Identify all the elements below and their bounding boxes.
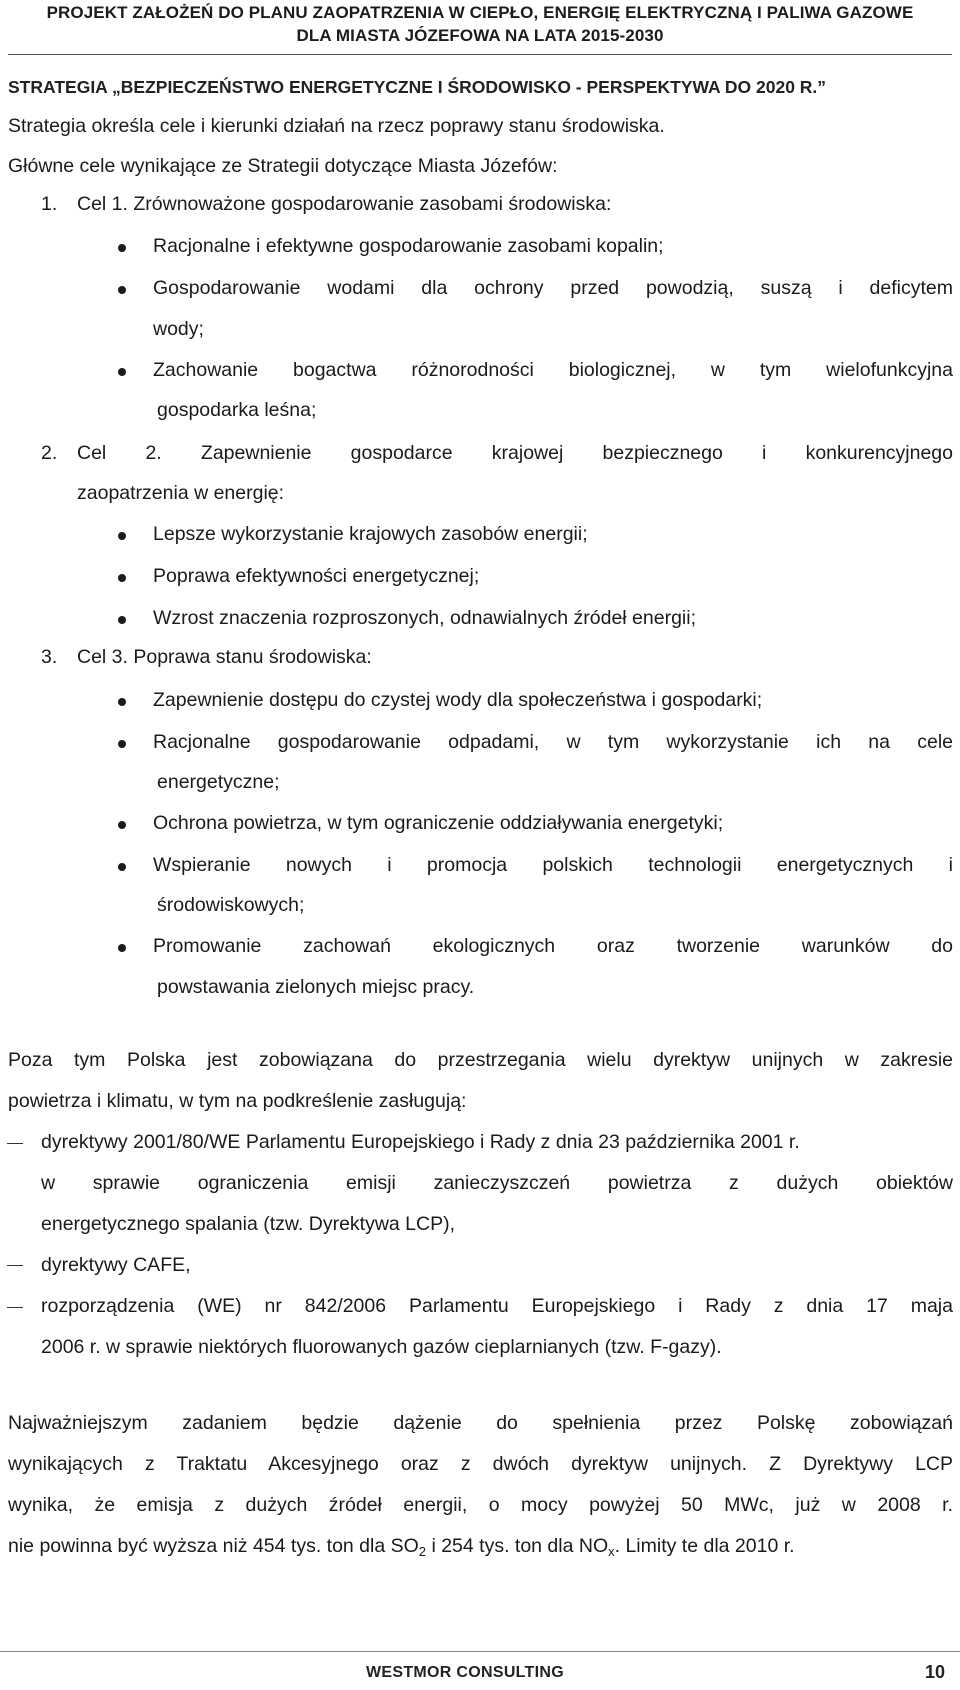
bullet-icon bbox=[118, 244, 126, 252]
directive-1-cont-1: w sprawie ograniczenia emisji zanieczyszczeń powietrza z dużych obiektów bbox=[41, 1172, 953, 1194]
goal-3-item-2: Racjonalne gospodarowanie odpadami, w tym wykorzystanie ich na cele bbox=[153, 731, 953, 753]
para-2-line-4-part-b: i 254 tys. ton dla NO bbox=[426, 1535, 609, 1557]
para-2-line-2: wynikających z Traktatu Akcesyjnego oraz z dwóch dyrektyw unijnych. Z Dyrektywy LCP bbox=[8, 1453, 953, 1475]
goal-3-item-5-cont: powstawania zielonych miejsc pracy. bbox=[157, 976, 475, 998]
goal-2-title-cont: zaopatrzenia w energię: bbox=[77, 482, 285, 504]
directive-1-cont-2: energetycznego spalania (tzw. Dyrektywa LCP), bbox=[41, 1213, 456, 1235]
goal-3-title: Cel 3. Poprawa stanu środowiska: bbox=[77, 646, 372, 668]
goal-1-item-1: Racjonalne i efektywne gospodarowanie zasobami kopalin; bbox=[153, 235, 664, 257]
directive-3-cont: 2006 r. w sprawie niektórych fluorowanych gazów cieplarnianych (tzw. F-gazy). bbox=[41, 1336, 722, 1358]
bullet-icon bbox=[118, 368, 126, 376]
goal-1-item-3-cont: gospodarka leśna; bbox=[157, 399, 317, 421]
header-title-line1: PROJEKT ZAŁOŻEŃ DO PLANU ZAOPATRZENIA W CIEPŁO, ENERGIĘ ELEKTRYCZNĄ I PALIWA GAZOWE bbox=[46, 3, 914, 22]
dash-icon bbox=[7, 1265, 23, 1266]
goal-2-item-3: Wzrost znaczenia rozproszonych, odnawialnych źródeł energii; bbox=[153, 607, 697, 629]
directive-1: dyrektywy 2001/80/WE Parlamentu Europejskiego i Rady z dnia 23 października 2001 r. bbox=[41, 1131, 800, 1153]
bullet-icon bbox=[118, 944, 126, 952]
footer-company: WESTMOR CONSULTING bbox=[366, 1664, 564, 1681]
goal-1-title: Cel 1. Zrównoważone gospodarowanie zasobami środowiska: bbox=[77, 193, 612, 215]
intro-line-2: Główne cele wynikające ze Strategii dotyczące Miasta Józefów: bbox=[8, 155, 558, 177]
bullet-icon bbox=[118, 740, 126, 748]
goal-3-item-4-cont: środowiskowych; bbox=[157, 894, 305, 916]
directive-2: dyrektywy CAFE, bbox=[41, 1254, 191, 1276]
header-title-line2: DLA MIASTA JÓZEFOWA NA LATA 2015-2030 bbox=[296, 26, 664, 45]
goal-2-title: Cel 2. Zapewnienie gospodarce krajowej bezpiecznego i konkurencyjnego bbox=[77, 442, 953, 464]
para-1-line-1: Poza tym Polska jest zobowiązana do przestrzegania wielu dyrektyw unijnych w zakresie bbox=[8, 1049, 953, 1071]
header-divider bbox=[8, 54, 952, 55]
goal-2-number: 2. bbox=[41, 442, 58, 464]
goal-3-item-4: Wspieranie nowych i promocja polskich technologii energetycznych i bbox=[153, 854, 953, 876]
goal-1-item-2-cont: wody; bbox=[153, 318, 204, 340]
goal-3-item-5: Promowanie zachowań ekologicznych oraz tworzenie warunków do bbox=[153, 935, 953, 957]
directive-3: rozporządzenia (WE) nr 842/2006 Parlamentu Europejskiego i Rady z dnia 17 maja bbox=[41, 1295, 953, 1317]
para-1-line-2: powietrza i klimatu, w tym na podkreślenie zasługują: bbox=[8, 1090, 467, 1112]
footer-divider bbox=[0, 1651, 960, 1652]
dash-icon bbox=[7, 1143, 23, 1144]
goal-3-item-2-cont: energetyczne; bbox=[157, 771, 280, 793]
goal-1-item-3: Zachowanie bogactwa różnorodności biologicznej, w tym wielofunkcyjna bbox=[153, 359, 953, 381]
bullet-icon bbox=[118, 286, 126, 294]
so2-subscript: 2 bbox=[418, 1544, 427, 1559]
bullet-icon bbox=[118, 574, 126, 582]
dash-icon bbox=[7, 1307, 23, 1308]
goal-3-item-1: Zapewnienie dostępu do czystej wody dla społeczeństwa i gospodarki; bbox=[153, 689, 763, 711]
goal-2-item-2: Poprawa efektywności energetycznej; bbox=[153, 565, 480, 587]
goal-3-number: 3. bbox=[41, 646, 58, 668]
goal-1-number: 1. bbox=[41, 193, 58, 215]
goal-2-item-1: Lepsze wykorzystanie krajowych zasobów energii; bbox=[153, 523, 588, 545]
bullet-icon bbox=[118, 863, 126, 871]
bullet-icon bbox=[118, 698, 126, 706]
para-2-line-1: Najważniejszym zadaniem będzie dążenie do spełnienia przez Polskę zobowiązań bbox=[8, 1412, 953, 1434]
page-number: 10 bbox=[925, 1662, 946, 1682]
bullet-icon bbox=[118, 616, 126, 624]
para-2-line-3: wynika, że emisja z dużych źródeł energii, o mocy powyżej 50 MWc, już w 2008 r. bbox=[8, 1494, 953, 1516]
para-2-line-4-part-a: nie powinna być wyższa niż 454 tys. ton dla SO bbox=[8, 1535, 419, 1557]
goal-3-item-3: Ochrona powietrza, w tym ograniczenie oddziaływania energetyki; bbox=[153, 812, 724, 834]
goal-1-item-2: Gospodarowanie wodami dla ochrony przed powodzią, suszą i deficytem bbox=[153, 277, 953, 299]
bullet-icon bbox=[118, 532, 126, 540]
para-2-line-4-part-c: . Limity te dla 2010 r. bbox=[614, 1535, 795, 1557]
section-title: STRATEGIA „BEZPIECZEŃSTWO ENERGETYCZNE I ŚRODOWISKO - PERSPEKTYWA DO 2020 R.” bbox=[8, 77, 827, 97]
nox-subscript: x bbox=[608, 1544, 615, 1559]
intro-line-1: Strategia określa cele i kierunki działań na rzecz poprawy stanu środowiska. bbox=[8, 115, 665, 137]
para-2-line-4 bbox=[8, 1534, 953, 1558]
bullet-icon bbox=[118, 821, 126, 829]
